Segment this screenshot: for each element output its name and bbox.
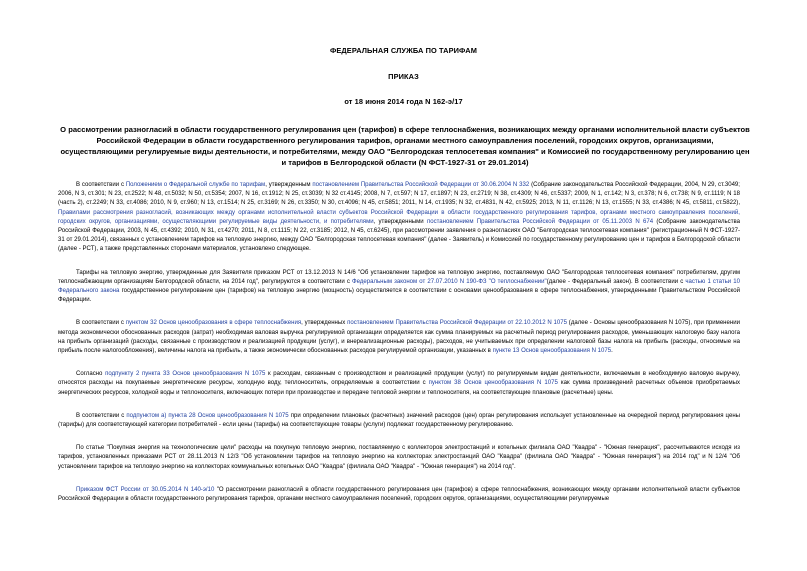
text: В соответствии с [76, 182, 126, 188]
link-fst-order-140[interactable]: Приказом ФСТ России от 30.05.2014 N 140-э/10 [76, 486, 215, 493]
link-pricing-basis-p13[interactable]: пункте 13 Основ ценообразования N 1075 [492, 348, 612, 355]
agency-name: ФЕДЕРАЛЬНАЯ СЛУЖБА ПО ТАРИФАМ [330, 46, 477, 55]
text: при определении плановых (расчетных) значений расходов (цен) орган регулирования использует установленные на очередной период регулирования цены (тарифы) для соответствующей категории потребителей - если цены (тарифы) на соответствующие товары (услуги) подлежат государственному регулированию. [58, 412, 741, 429]
text: (далее - Федеральный закон). В соответствии с [546, 278, 686, 285]
text: В соответствии с [76, 412, 127, 419]
link-decree-332[interactable]: постановлением Правительства Российской Федерации от 30.06.2004 N 332 [312, 182, 530, 188]
link-disagreement-rules[interactable]: Правилами рассмотрения разногласий, возникающих между органами исполнительной власти субъектов Российской Федерации в области государственного регулирования тарифов, органами местного самоуправления поселений, городских округов, организациями, осуществляющими регулируемые виды деятельности, и потребителями [58, 209, 740, 225]
paragraph-1 [58, 181, 740, 255]
document-type: ПРИКАЗ [388, 72, 419, 81]
text: к расходам, связанным с производством и реализацией продукции (услуг) по регулируемым видам деятельности, включаемым в необходимую валовую выручку, относятся расходы на покупаемые энергетические ресурсы, холодную воду, теплоноситель, определяемые в соответствии с [58, 371, 740, 387]
document-title: О рассмотрении разногласий в области государственного регулирования цен (тарифов) в сфере теплоснабжения, возникающих между органами исполнительной власти субъектов Российской Федерации в области государственного регулирования тарифов, органами местного самоуправления поселений, городских округов, организациями, осуществляющими регулируемые виды деятельности, и потребителями, между ОАО "Белгородская теплосетевая компания" и Комиссией по государственному регулированию цен и тарифов в Белгородской области (N ФСТ-1927-31 от 29.01.2014) [60, 125, 750, 167]
paragraph-3 [58, 319, 740, 356]
text: государственное регулирование цен (тарифов) на тепловую энергию (мощность) осуществляется в соответствии с основами ценообразования в сфере теплоснабжения, утвержденными Правительством Российской Федерации. [58, 288, 740, 304]
link-fst-regulation[interactable]: Положением о Федеральной службе по тарифам [125, 182, 266, 188]
link-law-190fz[interactable]: Федеральным законом от 27.07.2010 N 190-ФЗ "О теплоснабжении" [352, 278, 547, 285]
paragraph-6 [58, 444, 740, 472]
link-law-article-10[interactable]: частью 1 статьи 10 Федерального закона [58, 278, 740, 295]
text: как сумма произведений расчетных объемов приобретаемых энергетических ресурсов, холодной воды и теплоносителя, включающих потери при производстве и передаче тепловой энергии и теплоносителя, на соответствующие плановые (расчетные) цены. [58, 380, 740, 396]
text: . [611, 348, 613, 355]
text: По статье "Покупная энергия на технологические цели" расходы на покупную тепловую энергию, поставляемую с коллекторов электростанций и котельных филиала ОАО "Квадра" - "Южная генерация", рассчитываются исходя из тарифов, установленных приказами РСТ от 28.11.2013 N 12/3 "Об установлении тарифов на тепловую энергию на коллекторах электростанций ОАО "Квадра" (филиала ОАО "Квадра" - "Южная генерация") на 2014 год" и N 12/4 "Об установлении тарифов на тепловую энергию на коллекторах коммунальных котельных ОАО "Квадра" (филиала ОАО "Квадра" - "Южная генерация") на 2014 год". [58, 445, 740, 470]
text: , утвержденным [265, 182, 313, 188]
text: (Собрание законодательства Российской Федерации, 2003, N 45, ст.4392; 2010, N 31, ст.4270; 2011, N 8, ст.1115; N 22, ст.3185; 2012, N 45, ст.6245), при рассмотрении заявления о разногласиях ОАО "Белгородская теплосетевая компания" (регистрационный N ФСТ-1927-31 от 29.01.2014), связанных с установлением тарифов на тепловую энергию, между ОАО "Белгородская теплосетевая компания" (далее - Заявитель) и Комиссией по государственному регулированию цен и тарифов в Белгородской области (далее - РСТ), а также представленных сторонами материалов, установлено следующее. [58, 218, 740, 253]
text: , утвержденных [301, 320, 348, 327]
text: "О рассмотрении разногласий в области государственного регулирования цен (тарифов) в сфере теплоснабжения, возникающих между органами исполнительной власти субъектов Российской Федерации в области государственного регулирования тарифов, органами местного самоуправления поселений, городских округов, организациями, осуществляющими регулируемые [58, 486, 740, 503]
document-body [58, 181, 740, 518]
link-pricing-basis-p28[interactable]: подпунктом а) пункта 28 Основ ценообразования N 1075 [126, 412, 289, 419]
link-decree-674[interactable]: постановлением Правительства Российской Федерации от 05.11.2003 N 674 [426, 218, 654, 225]
paragraph-7 [58, 486, 740, 504]
text: (далее - Основы ценообразования N 1075), при применении метода экономически обоснованных расходов (затрат) необходимая валовая выручка регулируемой организации определяется как сумма планируемых на расчетный период регулирования расходов, уменьшающих налоговую базу налога на прибыль организаций (расходы, связанные с производством и реализацией продукции (услуг), и внереализационные расходы), расходов, не учитываемых при определении налоговой базы налога на прибыль (расходы, относимые на прибыль после налогообложения), величины налога на прибыль, а также экономически обоснованных расходов регулируемой организации, указанных в [58, 320, 740, 355]
paragraph-5 [58, 412, 740, 430]
link-pricing-basis-p38[interactable]: пунктом 38 Основ ценообразования N 1075 [428, 380, 558, 387]
link-decree-1075[interactable]: постановлением Правительства Российской Федерации от 22.10.2012 N 1075 [347, 320, 567, 327]
text: Согласно [76, 371, 106, 378]
link-pricing-basis-p33[interactable]: подпункту 2 пункта 33 Основ ценообразования N 1075 [105, 371, 266, 378]
text: , утвержденными [373, 218, 427, 225]
text: В соответствии с [76, 320, 126, 327]
paragraph-2 [58, 269, 740, 306]
link-pricing-basis-p32[interactable]: пунктом 32 Основ ценообразования в сфере теплоснабжения [125, 320, 302, 327]
document-date-number: от 18 июня 2014 года N 162-э/17 [344, 97, 463, 106]
text: (Собрание законодательства Российской Федерации, 2004, N 29, ст.3049; 2006, N 3, ст.301; N 23, ст.2522; N 48, ст.5032; N 50, ст.5354; 2007, N 16, ст.1912; N 25, ст.3039; N 32 ст.4145; 2008, N 7, ст.597; N 17, ст.1897; N 23, ст.2719; N 38, ст.4309; N 46, ст.5337; 2009, N 1, ст.142; N 3, ст.378; N 6, ст.738; N 9, ст.1119; N 18 (часть 2), ст.2249; N 33, ст.4086; 2010, N 9, ст.960; N 13, ст.1514; N 25, ст.3169; N 26, ст.3350; N 30, ст.4096; N 45, ст.5851; 2011, N 14, ст.1935; N 32, ст.4831, N 42, ст.5925; 2013, N 11, ст.1126; N 13, ст.1555; N 33, ст.4386; N 45, ст.5811, ст.5822), [58, 182, 740, 207]
text: Тарифы на тепловую энергию, утвержденные для Заявителя приказом РСТ от 13.12.2013 N 14/6 "Об установлении тарифов на тепловую энергию, поставляемую ОАО "Белгородская теплосетевая компания" потребителям, другим теплоснабжающим организациям Белгородской области, на 2014 год", регулируются в соответствии с [58, 269, 740, 285]
paragraph-4 [58, 370, 740, 398]
